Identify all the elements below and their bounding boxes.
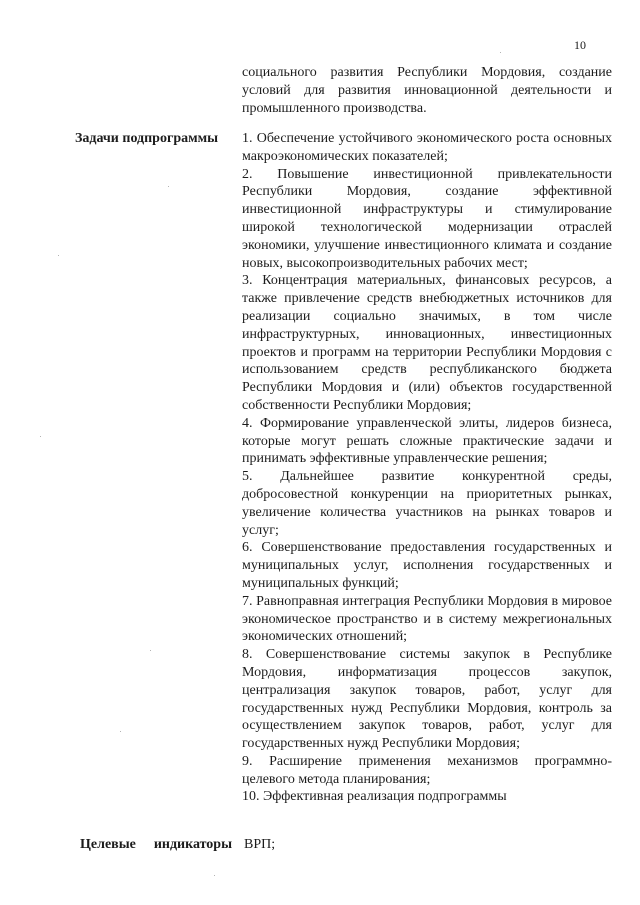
task-item: 3. Концентрация материальных, финансовых ресурсов, а также привлечение средств внебюджетных источников для реализации социально значимых, в том числе инфраструктурных, инновационных, инвестиционных проектов и программ на территории Республики Мордовия с использованием средств республиканского бюджета Республики Мордовия и (или) объектов государственной собственности Республики Мордовия; [242, 273, 612, 413]
scan-speck [120, 731, 121, 732]
task-list [242, 130, 612, 806]
task-item: 8. Совершенствование системы закупок в Республике Мордовия, информатизация процессов закупок, централизация закупок товаров, работ, услуг для государственных нужд Республики Мордовия, контроль за осуществлением закупок товаров, работ, услуг для государственных нужд Республики Мордовия; [242, 647, 612, 752]
task-item: 4. Формирование управленческой элиты, лидеров бизнеса, которые могут решать сложные практические задачи и принимать эффективные управленческие решения; [242, 415, 612, 467]
page-number: 10 [574, 38, 586, 52]
indicators-value: ВРП; [244, 837, 276, 852]
scan-speck [168, 186, 169, 187]
tasks-label: Задачи подпрограммы [75, 131, 219, 146]
indicators-label: Целевые индикаторы [80, 837, 232, 852]
task-item: 10. Эффективная реализация подпрограммы [242, 789, 507, 805]
task-item: 6. Совершенствование предоставления государственных и муниципальных услуг, исполнения государственных и муниципальных функций; [242, 540, 612, 591]
intro-paragraph: социального развития Республики Мордовия, создание условий для развития инновационной деятельности и промышленного производства. [242, 65, 612, 116]
scan-speck [40, 436, 41, 437]
scan-speck [58, 255, 59, 256]
task-item: 1. Обеспечение устойчивого экономического роста основных макроэкономических показателей; [242, 131, 612, 164]
scan-speck [150, 650, 151, 651]
task-item: 7. Равноправная интеграция Республики Мордовия в мировое экономическое пространство и в систему межрегиональных экономических отношений; [242, 593, 612, 645]
task-item: 5. Дальнейшее развитие конкурентной среды, добросовестной конкуренции на приоритетных рынках, увеличение количества участников на рынках товаров и услуг; [242, 469, 612, 538]
task-item: 9. Расширение применения механизмов программно-целевого метода планирования; [242, 753, 612, 787]
task-item: 2. Повышение инвестиционной привлекательности Республики Мордовия, создание эффективной инвестиционной инфраструктуры и стимулирование широкой технологической модернизации отраслей экономики, улучшение инвестиционного климата и создание новых, высокопроизводительных рабочих мест; [242, 166, 612, 271]
scan-speck [500, 52, 501, 53]
scan-speck [214, 875, 215, 876]
